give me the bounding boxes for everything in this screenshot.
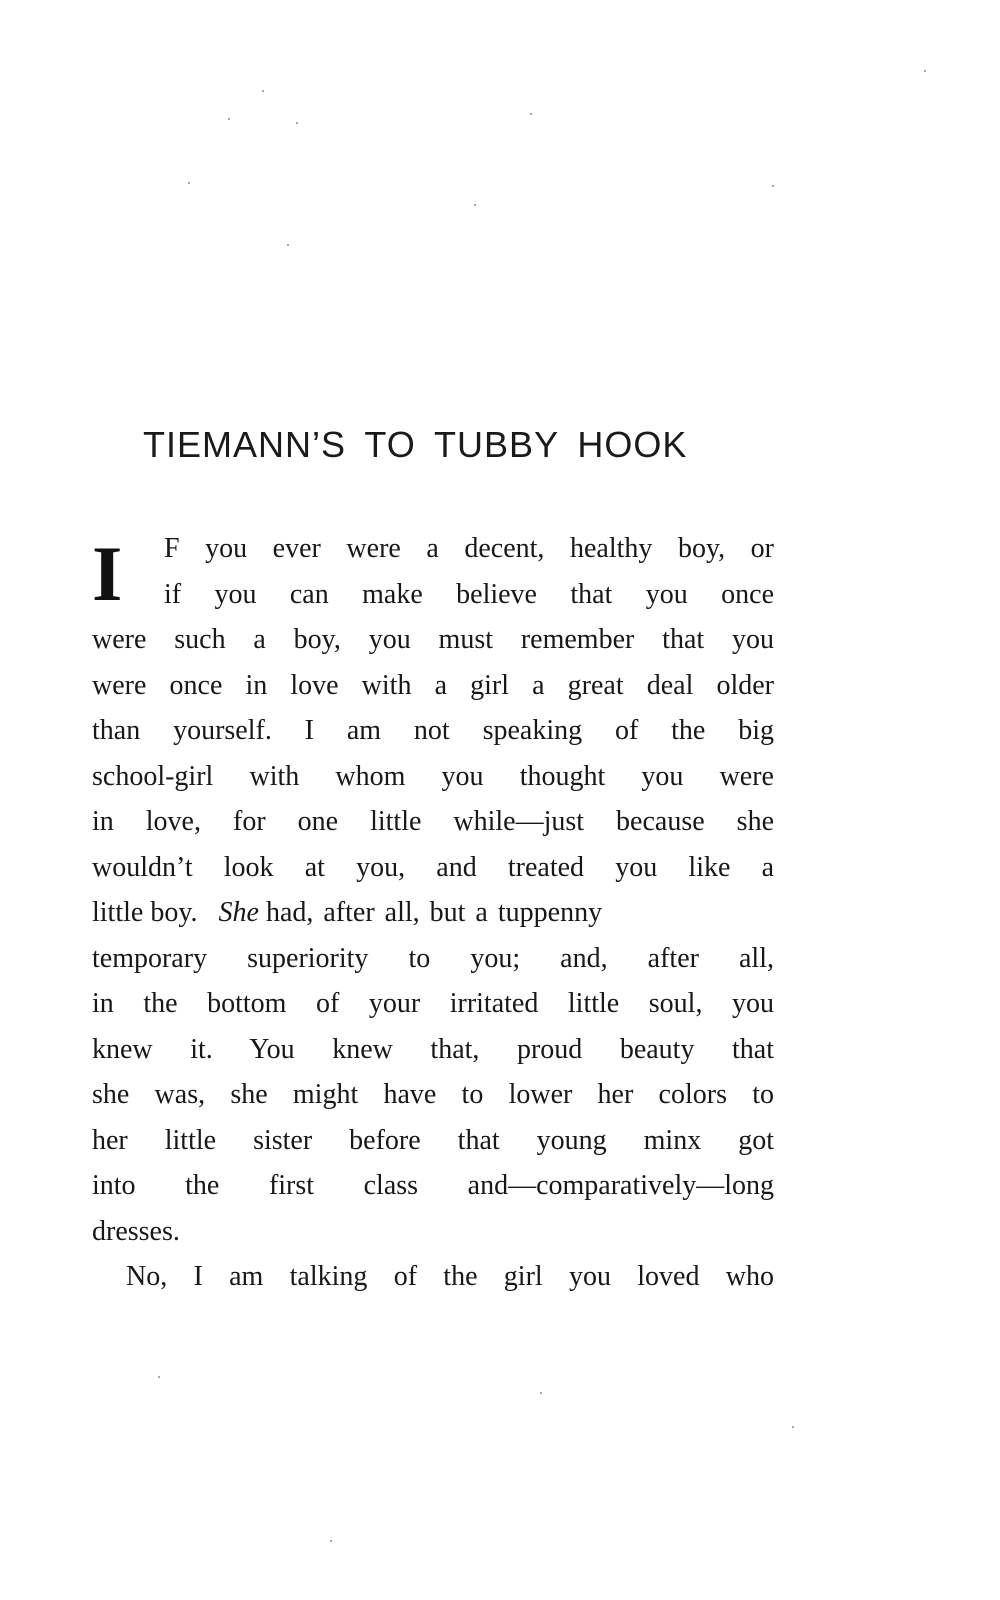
text-line xyxy=(92,890,774,936)
print-speck xyxy=(287,244,289,246)
text-line: if you can make believe that you once xyxy=(164,578,774,610)
text-segment: little boy. xyxy=(92,897,198,928)
text-line: F you ever were a decent, healthy boy, or xyxy=(164,533,774,564)
drop-cap: I xyxy=(92,530,123,617)
text-line: into the first class and—comparatively—long xyxy=(92,1170,774,1201)
italic-word: She xyxy=(218,897,259,928)
text-line: in love, for one little while—just because she xyxy=(92,806,774,837)
text-line: wouldn’t look at you, and treated you like a xyxy=(92,851,774,883)
text-line: temporary superiority to you; and, after all, xyxy=(92,942,774,974)
print-speck xyxy=(772,185,774,187)
print-speck xyxy=(924,70,926,72)
print-speck xyxy=(296,122,298,124)
text-line: she was, she might have to lower her colors to xyxy=(92,1079,774,1110)
chapter-title: TIEMANN’S TO TUBBY HOOK xyxy=(143,424,688,465)
text-line: school-girl with whom you thought you were xyxy=(92,760,774,792)
print-speck xyxy=(262,90,264,92)
print-speck xyxy=(188,182,190,184)
print-speck xyxy=(792,1426,794,1428)
text-line: her little sister before that young minx got xyxy=(92,1124,774,1156)
text-line: knew it. You knew that, proud beauty that xyxy=(92,1033,774,1065)
chapter-body xyxy=(92,526,774,1300)
print-speck xyxy=(330,1540,332,1542)
text-segment: had, after all, but a tuppenny xyxy=(265,897,603,928)
print-speck xyxy=(530,113,532,115)
text-line: dresses. xyxy=(92,1215,180,1247)
print-speck xyxy=(228,118,230,120)
print-speck xyxy=(158,1376,160,1378)
print-speck xyxy=(474,204,476,206)
print-speck xyxy=(540,1392,542,1394)
text-line: than yourself. I am not speaking of the big xyxy=(92,715,774,746)
text-line: in the bottom of your irritated little soul, you xyxy=(92,988,774,1019)
text-line: No, I am talking of the girl you loved who xyxy=(126,1261,774,1292)
text-line: were once in love with a girl a great deal older xyxy=(92,669,774,701)
text-line: were such a boy, you must remember that you xyxy=(92,624,774,655)
